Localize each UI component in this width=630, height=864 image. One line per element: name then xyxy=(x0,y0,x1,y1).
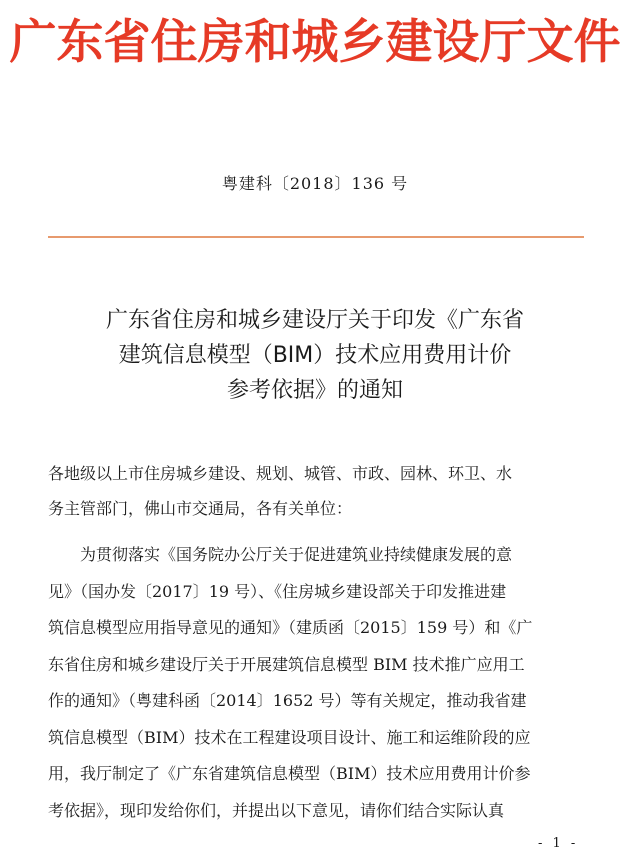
notice-title xyxy=(20,303,610,408)
document-masthead: 广东省住房和城乡建设厅文件 xyxy=(9,15,621,70)
body-line: 用，我厅制定了《广东省建筑信息模型（BIM）技术应用费用计价参 xyxy=(48,764,531,783)
body-line: 筑信息模型应用指导意见的通知》（建质函〔2015〕159 号）和《广 xyxy=(48,618,533,637)
body-line: 东省住房和城乡建设厅关于开展建筑信息模型 BIM 技术推广应用工 xyxy=(48,654,525,674)
body-line: 作的通知》（粤建科函〔2014〕1652 号）等有关规定，推动我省建 xyxy=(48,691,527,710)
title-line-1: 广东省住房和城乡建设厅关于印发《广东省 xyxy=(105,308,524,333)
addressee-block xyxy=(48,456,610,526)
title-line-3: 参考依据》的通知 xyxy=(226,378,403,403)
document-number: 粤建科〔2018〕136 号 xyxy=(221,174,409,193)
body-paragraph xyxy=(48,537,610,829)
title-line-2: 建筑信息模型（BIM）技术应用费用计价 xyxy=(118,343,512,368)
body-line: 考依据》，现印发给你们，并提出以下意见，请你们结合实际认真 xyxy=(48,800,505,820)
addressee-line-2: 务主管部门，佛山市交通局，各有关单位： xyxy=(48,499,353,518)
body-line: 为贯彻落实《国务院办公厅关于促进建筑业持续健康发展的意 xyxy=(80,545,513,564)
red-divider-line xyxy=(48,236,584,238)
addressee-line-1: 各地级以上市住房城乡建设、规划、城管、市政、园林、环卫、水 xyxy=(48,464,513,483)
body-line: 见》（国办发〔2017〕19 号）、《住房城乡建设部关于印发推进建 xyxy=(48,581,507,601)
page-number: - 1 - xyxy=(538,836,579,851)
body-line: 筑信息模型（BIM）技术在工程建设项目设计、施工和运维阶段的应 xyxy=(48,727,531,747)
